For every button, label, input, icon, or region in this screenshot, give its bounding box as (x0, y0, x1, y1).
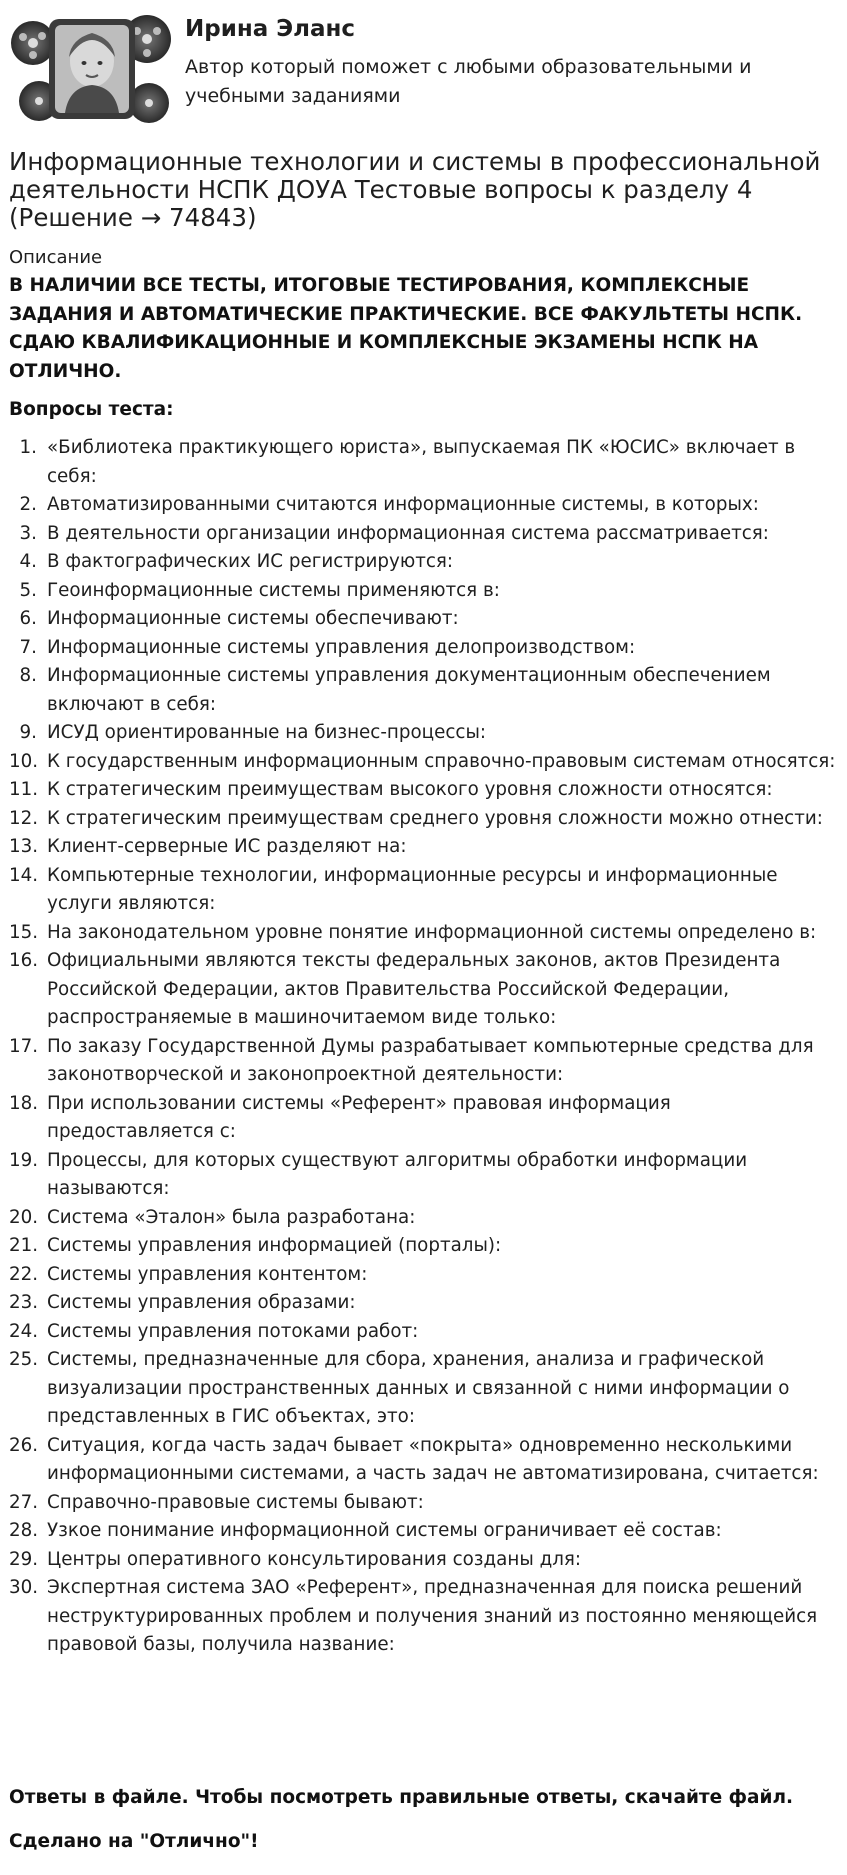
answers-note: Ответы в файле. Чтобы посмотреть правильные ответы, скачайте файл. (9, 1787, 794, 1808)
done-note: Сделано на "Отлично"! (9, 1831, 259, 1852)
question-text: На законодательном уровне понятие информационной системы определено в: (47, 921, 817, 943)
question-number: 23. (9, 1292, 39, 1313)
question-number: 15. (9, 921, 39, 943)
question-item (9, 1546, 839, 1575)
question-item (9, 776, 839, 805)
question-number: 10. (9, 750, 39, 772)
question-number: 2. (19, 494, 37, 515)
question-number: 14. (9, 864, 39, 886)
question-number: 19. (9, 1149, 39, 1171)
question-text: Узкое понимание информационной системы ограничивает её состав: (47, 1520, 722, 1541)
question-item (9, 434, 839, 491)
question-item (9, 662, 839, 719)
question-number: 24. (9, 1320, 39, 1342)
question-item (9, 1090, 839, 1147)
question-item (9, 520, 839, 549)
question-text: Системы управления контентом: (47, 1263, 368, 1285)
description-label: Описание (9, 247, 103, 268)
question-item (9, 634, 839, 663)
question-number: 5. (19, 579, 37, 601)
question-item (9, 1489, 839, 1518)
question-item (9, 1432, 839, 1489)
question-item (9, 1204, 839, 1233)
question-number: 1. (19, 437, 37, 458)
questions-list (9, 434, 839, 1660)
question-number: 28. (9, 1520, 39, 1541)
author-description: Автор который поможет с любыми образовательными и учебными заданиями (185, 56, 752, 107)
question-number: 26. (9, 1434, 39, 1456)
question-text: Процессы, для которых существуют алгоритмы обработки информации называются: (47, 1149, 748, 1199)
question-text: Информационные системы управления делопроизводством: (47, 636, 636, 658)
question-text: При использовании системы «Референт» правовая информация предоставляется с: (47, 1092, 671, 1142)
question-text: Центры оперативного консультирования созданы для: (47, 1548, 582, 1570)
questions-heading: Вопросы теста: (9, 399, 174, 420)
question-item (9, 805, 839, 834)
question-number: 13. (9, 836, 39, 857)
question-number: 21. (9, 1235, 39, 1256)
question-number: 4. (19, 551, 37, 572)
question-item (9, 1289, 839, 1318)
question-number: 12. (9, 807, 39, 829)
question-item (9, 1318, 839, 1347)
question-text: Система «Эталон» была разработана: (47, 1206, 416, 1228)
question-item (9, 1232, 839, 1261)
question-number: 7. (19, 636, 37, 658)
question-text: Системы управления образами: (47, 1292, 356, 1313)
question-item (9, 919, 839, 948)
question-number: 30. (9, 1577, 39, 1598)
question-text: К стратегическим преимуществам высокого уровня сложности относятся: (47, 779, 773, 800)
question-text: К стратегическим преимуществам среднего уровня сложности можно отнести: (47, 807, 823, 829)
question-text: В деятельности организации информационная система рассматривается: (47, 522, 769, 544)
question-number: 9. (19, 722, 37, 743)
question-number: 25. (9, 1349, 39, 1370)
question-text: Геоинформационные системы применяются в: (47, 579, 500, 601)
author-avatar[interactable] (9, 9, 175, 127)
question-item (9, 605, 839, 634)
question-item (9, 748, 839, 777)
question-number: 11. (9, 779, 39, 800)
question-text: К государственным информационным справочно-правовым системам относятся: (47, 750, 836, 772)
question-item (9, 947, 839, 1033)
question-text: Экспертная система ЗАО «Референт», предназначенная для поиска решений неструктурированных проблем и получения знаний из постоянно меняющейся правовой базы, получила название: (47, 1577, 818, 1655)
question-item (9, 833, 839, 862)
question-item (9, 577, 839, 606)
question-text: Автоматизированными считаются информационные системы, в которых: (47, 494, 759, 515)
author-name[interactable]: Ирина Эланс (185, 16, 356, 42)
question-text: По заказу Государственной Думы разрабатывает компьютерные средства для законотворческой и законопроектной деятельности: (47, 1035, 814, 1085)
question-number: 18. (9, 1092, 39, 1114)
question-number: 3. (19, 522, 37, 544)
question-text: Информационные системы управления документационным обеспечением включают в себя: (47, 665, 771, 715)
question-text: Справочно-правовые системы бывают: (47, 1491, 424, 1513)
question-item (9, 548, 839, 577)
question-number: 6. (19, 608, 37, 629)
question-text: Официальными являются тексты федеральных законов, актов Президента Российской Федерации, актов Правительства Российской Федерации, распространяемые в машиночитаемом виде только: (47, 950, 781, 1028)
question-item (9, 1517, 839, 1546)
question-item (9, 1147, 839, 1204)
question-text: В фактографических ИС регистрируются: (47, 551, 454, 572)
page-title: Информационные технологии и системы в профессиональной деятельности НСПК ДОУА Тестовые вопросы к разделу 4 (Решение → 74843) (9, 147, 821, 232)
question-text: Ситуация, когда часть задач бывает «покрыта» одновременно несколькими информационными системами, а часть задач не автоматизирована, считается: (47, 1434, 819, 1484)
question-item (9, 1033, 839, 1090)
question-item (9, 1346, 839, 1432)
description-banner: В НАЛИЧИИ ВСЕ ТЕСТЫ, ИТОГОВЫЕ ТЕСТИРОВАНИЯ, КОМПЛЕКСНЫЕ ЗАДАНИЯ И АВТОМАТИЧЕСКИЕ ПРАКТИЧЕСКИЕ. ВСЕ ФАКУЛЬТЕТЫ НСПК. СДАЮ КВАЛИФИКАЦИОННЫЕ И КОМПЛЕКСНЫЕ ЭКЗАМЕНЫ НСПК НА ОТЛИЧНО. (9, 275, 803, 382)
question-text: «Библиотека практикующего юриста», выпускаемая ПК «ЮСИС» включает в себя: (47, 437, 796, 487)
question-text: Компьютерные технологии, информационные ресурсы и информационные услуги являются: (47, 864, 778, 914)
question-text: Информационные системы обеспечивают: (47, 608, 459, 629)
author-card (9, 9, 839, 129)
question-number: 16. (9, 950, 39, 971)
question-number: 17. (9, 1035, 39, 1057)
question-number: 27. (9, 1491, 39, 1513)
question-item (9, 1261, 839, 1290)
question-item (9, 719, 839, 748)
question-item (9, 862, 839, 919)
question-text: ИСУД ориентированные на бизнес-процессы: (47, 722, 487, 743)
question-text: Системы управления информацией (порталы): (47, 1235, 502, 1256)
question-text: Системы, предназначенные для сбора, хранения, анализа и графической визуализации пространственных данных и связанной с ними информации о представленных в ГИС объектах, это: (47, 1349, 790, 1427)
question-number: 20. (9, 1206, 39, 1228)
question-item (9, 491, 839, 520)
question-number: 8. (19, 665, 37, 686)
question-item (9, 1574, 839, 1660)
question-text: Клиент-серверные ИС разделяют на: (47, 836, 407, 857)
question-text: Системы управления потоками работ: (47, 1320, 419, 1342)
question-number: 22. (9, 1263, 39, 1285)
question-number: 29. (9, 1548, 39, 1570)
